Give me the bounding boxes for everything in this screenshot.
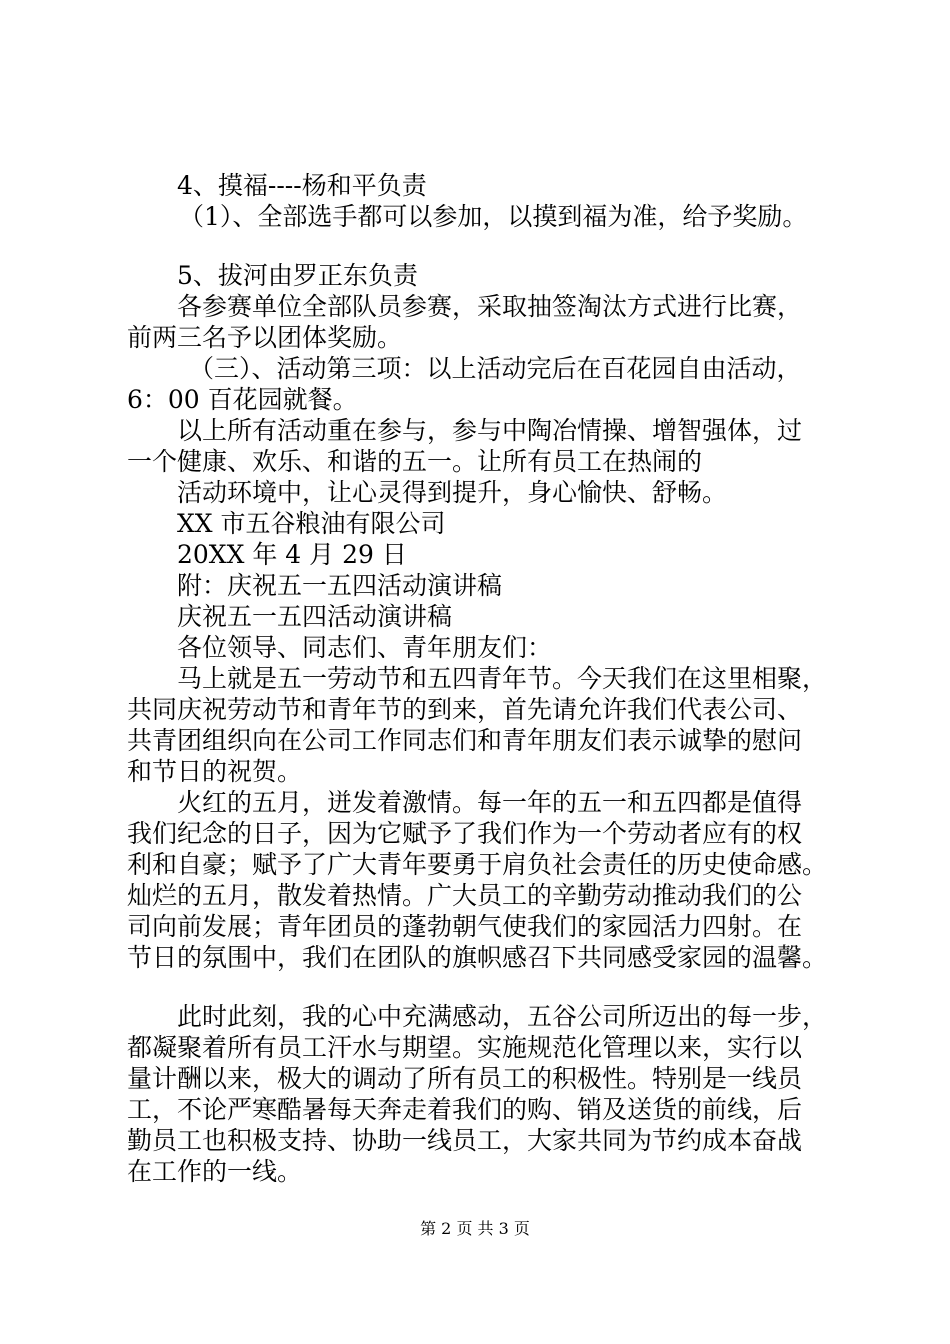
text-line: 活动环境中，让心灵得到提升，身心愉快、舒畅。 <box>177 478 728 507</box>
page-number-footer: 第 2 页 共 3 页 <box>420 1219 530 1238</box>
text-line: 马上就是五一劳动节和五四青年节。今天我们在这里相聚， <box>177 664 828 693</box>
text-line: 各位领导、同志们、青年朋友们： <box>177 633 553 662</box>
text-line: 前两三名予以团体奖励。 <box>127 323 403 352</box>
text-line: 庆祝五一五四活动演讲稿 <box>177 602 453 631</box>
text-line: 6：00 百花园就餐。 <box>127 385 358 414</box>
text-line: 20XX 年 4 月 29 日 <box>177 540 407 569</box>
text-line: （三）、活动第三项：以上活动完后在百花园自由活动， <box>189 354 802 383</box>
text-line: 共同庆祝劳动节和青年节的到来，首先请允许我们代表公司、 <box>127 695 803 724</box>
text-line: 我们纪念的日子，因为它赋予了我们作为一个劳动者应有的权 <box>127 819 803 848</box>
text-line: （1）、全部选手都可以参加，以摸到福为准，给予奖励。 <box>179 202 808 231</box>
document-body <box>127 170 847 1187</box>
text-line: XX 市五谷粮油有限公司 <box>177 509 446 538</box>
text-line: 各参赛单位全部队员参赛，采取抽签淘汰方式进行比赛， <box>177 292 803 321</box>
text-line: 工，不论严寒酷暑每天奔走着我们的购、销及送货的前线，后 <box>127 1095 803 1124</box>
text-line: 4、摸福----杨和平负责 <box>177 171 427 200</box>
text-line: 都凝聚着所有员工汗水与期望。实施规范化管理以来，实行以 <box>127 1033 803 1062</box>
text-line: 勤员工也积极支持、协助一线员工，大家共同为节约成本奋战 <box>127 1126 803 1155</box>
text-line: 司向前发展；青年团员的蓬勃朝气使我们的家园活力四射。在 <box>127 912 803 941</box>
text-line: 量计酬以来，极大的调动了所有员工的积极性。特别是一线员 <box>127 1064 803 1093</box>
text-line: 利和自豪；赋予了广大青年要勇于肩负社会责任的历史使命感。 <box>127 850 828 879</box>
text-line: 火红的五月，迸发着激情。每一年的五一和五四都是值得 <box>177 788 803 817</box>
text-line: 附：庆祝五一五四活动演讲稿 <box>177 571 503 600</box>
text-line: 灿烂的五月，散发着热情。广大员工的辛勤劳动推动我们的公 <box>127 881 803 910</box>
paragraph-gap <box>127 232 847 260</box>
text-line: 节日的氛围中，我们在团队的旗帜感召下共同感受家园的温馨。 <box>127 943 828 972</box>
text-line: 5、拔河由罗正东负责 <box>177 261 418 290</box>
text-line: 在工作的一线。 <box>127 1157 303 1186</box>
text-line: 一个健康、欢乐、和谐的五一。让所有员工在热闹的 <box>127 447 703 476</box>
text-line: 和节日的祝贺。 <box>127 757 303 786</box>
text-line: 共青团组织向在公司工作同志们和青年朋友们表示诚挚的慰问 <box>127 726 803 755</box>
paragraph-gap <box>127 973 847 1001</box>
text-line: 此时此刻，我的心中充满感动，五谷公司所迈出的每一步， <box>177 1002 828 1031</box>
text-line: 以上所有活动重在参与，参与中陶冶情操、增智强体，过 <box>177 416 803 445</box>
